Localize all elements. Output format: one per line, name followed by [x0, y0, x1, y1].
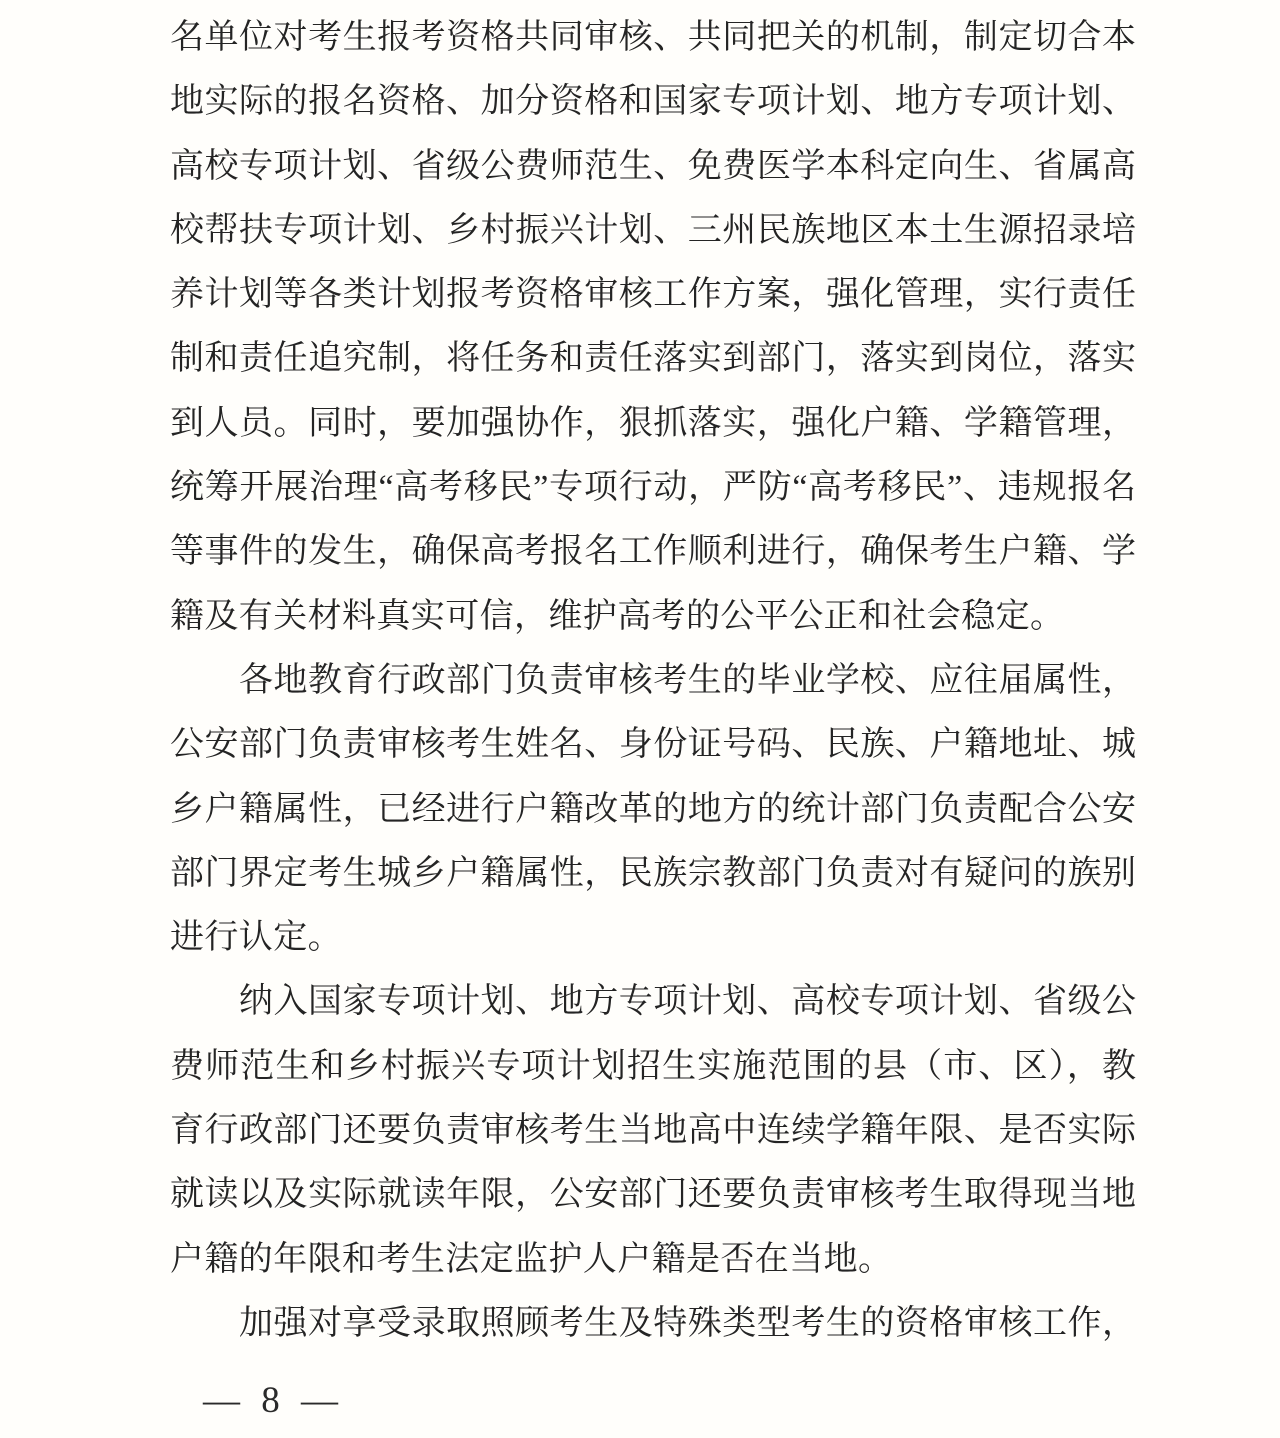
text-line: 到人员。同时，要加强协作，狠抓落实，强化户籍、学籍管理， — [170, 404, 1136, 442]
text-line: 等事件的发生，确保高考报名工作顺利进行，确保考生户籍、学 — [170, 533, 1136, 571]
page-number: — 8 — — [203, 1380, 340, 1421]
text-line: 公安部门负责审核考生姓名、身份证号码、民族、户籍地址、城 — [170, 726, 1136, 764]
text-line: 加强对享受录取照顾考生及特殊类型考生的资格审核工作， — [239, 1304, 1136, 1342]
document-text — [170, 6, 1136, 1356]
text-line: 费师范生和乡村振兴专项计划招生实施范围的县（市、区），教 — [170, 1047, 1136, 1085]
text-line: 制和责任追究制，将任务和责任落实到部门，落实到岗位，落实 — [170, 340, 1136, 378]
text-line: 就读以及实际就读年限，公安部门还要负责审核考生取得现当地 — [170, 1176, 1136, 1214]
text-line: 育行政部门还要负责审核考生当地高中连续学籍年限、是否实际 — [170, 1112, 1136, 1150]
text-line: 部门界定考生城乡户籍属性，民族宗教部门负责对有疑问的族别 — [170, 854, 1136, 892]
text-line: 进行认定。 — [170, 919, 342, 957]
text-line: 各地教育行政部门负责审核考生的毕业学校、应往届属性， — [239, 661, 1136, 699]
text-line: 地实际的报名资格、加分资格和国家专项计划、地方专项计划、 — [170, 83, 1136, 121]
text-line: 名单位对考生报考资格共同审核、共同把关的机制，制定切合本 — [170, 19, 1136, 56]
text-line: 户籍的年限和考生法定监护人户籍是否在当地。 — [170, 1240, 893, 1278]
text-line: 高校专项计划、省级公费师范生、免费医学本科定向生、省属高 — [170, 147, 1136, 185]
text-line: 籍及有关材料真实可信，维护高考的公平公正和社会稳定。 — [170, 597, 1065, 635]
text-line: 统筹开展治理“高考移民”专项行动，严防“高考移民”、违规报名 — [170, 469, 1136, 507]
text-line: 乡户籍属性，已经进行户籍改革的地方的统计部门负责配合公安 — [170, 790, 1136, 828]
text-line: 养计划等各类计划报考资格审核工作方案，强化管理，实行责任 — [170, 276, 1136, 314]
text-line: 校帮扶专项计划、乡村振兴计划、三州民族地区本土生源招录培 — [170, 211, 1136, 249]
text-line: 纳入国家专项计划、地方专项计划、高校专项计划、省级公 — [239, 983, 1136, 1021]
